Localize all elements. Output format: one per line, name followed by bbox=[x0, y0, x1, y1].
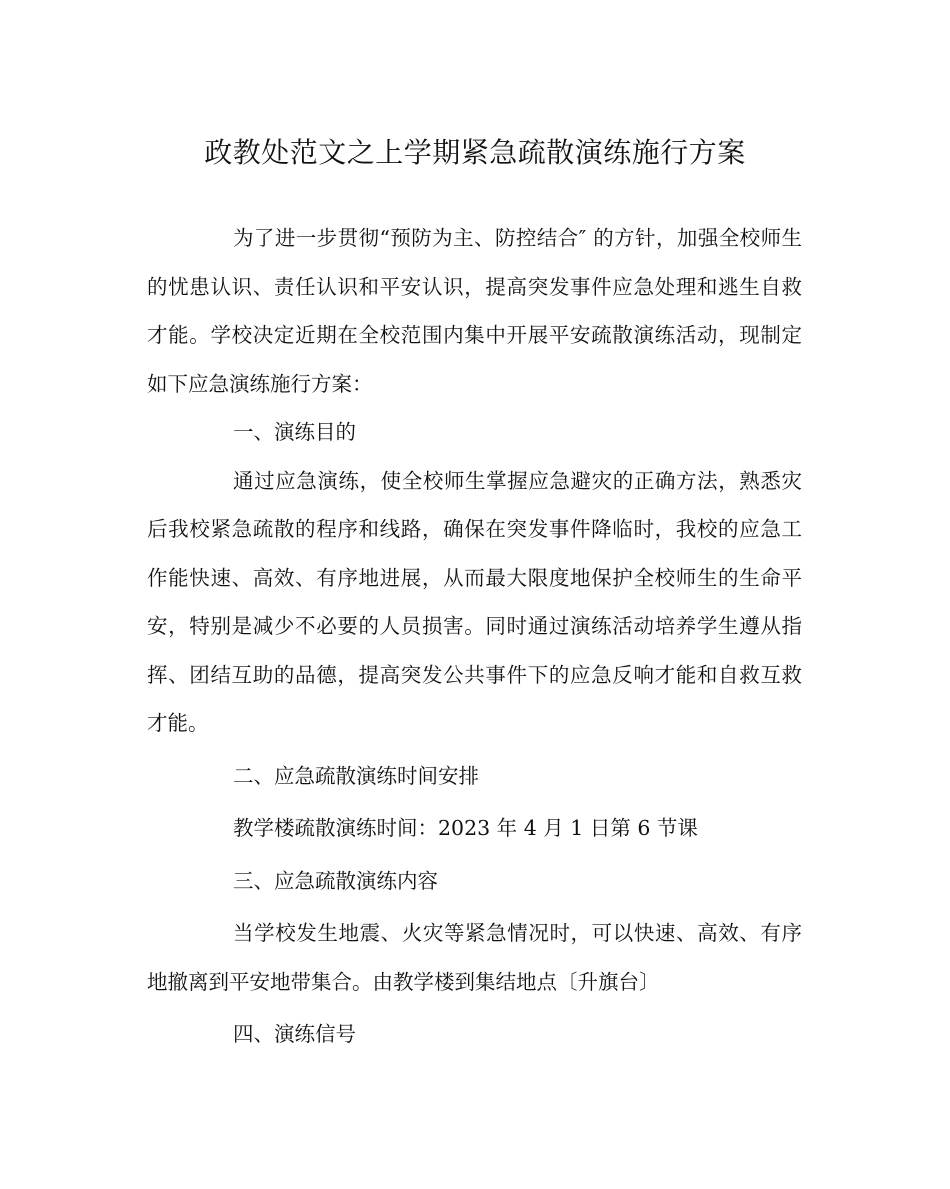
section-heading-content: 三、应急疏散演练内容 bbox=[233, 868, 438, 893]
content-paragraph: 当学校发生地震、火灾等紧急情况时，可以快速、高效、有序地撤离到平安地带集合。由教学楼到集结地点〔升旗台〕 bbox=[147, 921, 802, 994]
document-body bbox=[147, 214, 802, 1059]
document-title: 政教处范文之上学期紧急疏散演练施行方案 bbox=[204, 136, 746, 169]
schedule-paragraph: 教学楼疏散演练时间：2023 年 4 月 1 日第 6 节课 bbox=[233, 816, 698, 840]
purpose-paragraph: 通过应急演练，使全校师生掌握应急避灾的正确方法，熟悉灾后我校紧急疏散的程序和线路，确保在突发事件降临时，我校的应急工作能快速、高效、有序地进展，从而最大限度地保护全校师生的生命平安，特别是减少不必要的人员损害。同时通过演练活动培养学生遵从指挥、团结互助的品德，提高突发公共事件下的应急反响才能和自救互救才能。 bbox=[147, 468, 802, 735]
section-heading-signal: 四、演练信号 bbox=[233, 1022, 356, 1046]
section-heading-schedule: 二、应急疏散演练时间安排 bbox=[233, 763, 479, 788]
section-heading-purpose: 一、演练目的 bbox=[233, 420, 356, 444]
intro-paragraph: 为了进一步贯彻“预防为主、防控结合″ 的方针，加强全校师生的忧患认识、责任认识和平安认识，提高突发事件应急处理和逃生自救才能。学校决定近期在全校范围内集中开展平安疏散演练活动，现制定如下应急演练施行方案： bbox=[147, 226, 802, 396]
